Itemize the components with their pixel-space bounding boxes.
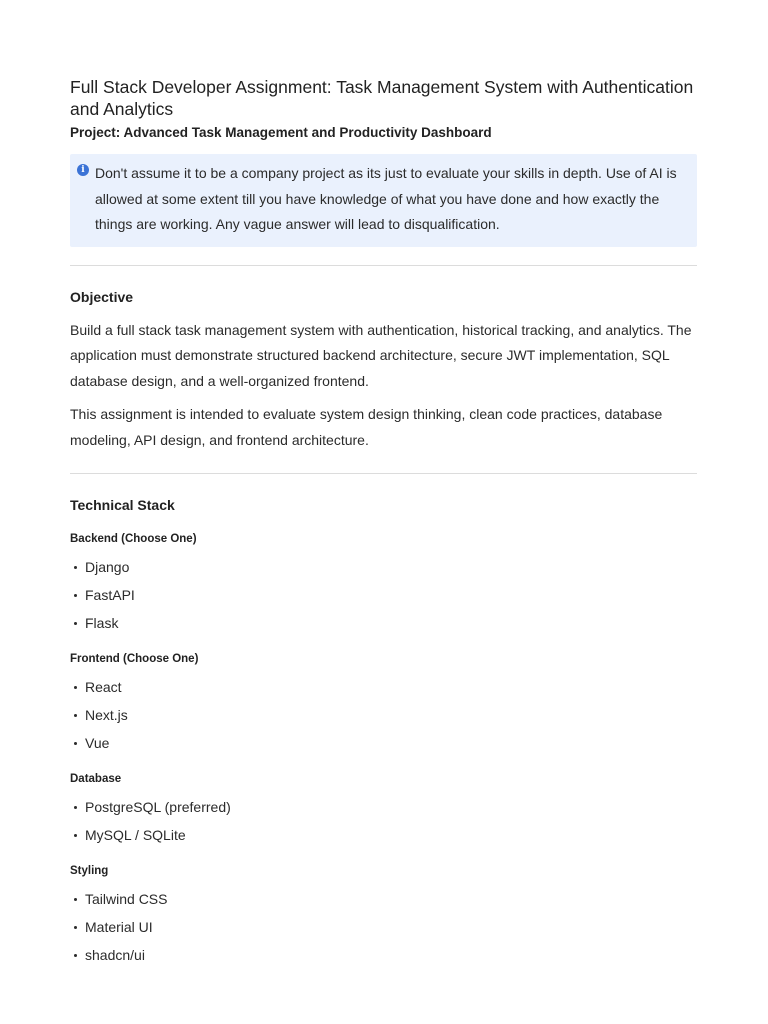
technical-stack-heading: Technical Stack (70, 497, 175, 513)
info-callout (70, 154, 697, 247)
list-item (70, 701, 698, 729)
list-item-text: Next.js (85, 707, 128, 723)
bullet-icon (74, 898, 77, 901)
list-item-text: Material UI (85, 919, 153, 935)
bullet-icon (74, 686, 77, 689)
list-item (70, 941, 698, 969)
bullet-icon (74, 714, 77, 717)
bullet-icon (74, 926, 77, 929)
list-item-text: PostgreSQL (preferred) (85, 799, 231, 815)
stack-group-label: Database (70, 773, 122, 785)
list-item-text: Vue (85, 735, 110, 751)
list-item (70, 885, 698, 913)
list-item (70, 821, 698, 849)
bullet-icon (74, 806, 77, 809)
list-item-text: Flask (85, 615, 119, 631)
objective-heading: Objective (70, 288, 134, 305)
bullet-icon (74, 622, 77, 625)
stack-group-label: Backend (Choose One) (70, 533, 197, 545)
objective-paragraph: Build a full stack task management system with authentication, historical tracking, and analytics. The application must demonstrate structured backend architecture, secure JWT implementation, SQL database design, and a well-organized frontend. (70, 321, 692, 389)
list-item (70, 581, 698, 609)
bullet-icon (74, 954, 77, 957)
stack-group-label: Frontend (Choose One) (70, 653, 199, 665)
list-item-text: MySQL / SQLite (85, 827, 186, 843)
callout-text: Don't assume it to be a company project as its just to evaluate your skills in depth. Use of AI is allowed at some extent till you have knowledge of what you have done and how exactly the things are working. Any vague answer will lead to disqualification. (95, 165, 677, 232)
stack-group-label: Styling (70, 865, 109, 877)
bullet-icon (74, 834, 77, 837)
list-item (70, 729, 698, 757)
stack-group-list (70, 885, 698, 969)
bullet-icon (74, 594, 77, 597)
list-item-text: shadcn/ui (85, 947, 145, 963)
list-item (70, 609, 698, 637)
page-subtitle: Project: Advanced Task Management and Productivity Dashboard (70, 125, 492, 140)
list-item-text: Tailwind CSS (85, 891, 168, 907)
list-item (70, 913, 698, 941)
list-item (70, 553, 698, 581)
objective-paragraph: This assignment is intended to evaluate system design thinking, clean code practices, database modeling, API design, and frontend architecture. (70, 406, 663, 448)
list-item-text: FastAPI (85, 587, 135, 603)
stack-group-list (70, 673, 698, 757)
info-icon: i (77, 164, 89, 176)
bullet-icon (74, 742, 77, 745)
list-item-text: Django (85, 559, 130, 575)
page-title: Full Stack Developer Assignment: Task Management System with Authentication and Analytics (70, 77, 694, 119)
stack-group-list (70, 553, 698, 637)
list-item (70, 673, 698, 701)
bullet-icon (74, 566, 77, 569)
section-divider (70, 265, 697, 266)
stack-group-list (70, 793, 698, 849)
list-item-text: React (85, 679, 122, 695)
section-divider (70, 473, 697, 474)
list-item (70, 793, 698, 821)
